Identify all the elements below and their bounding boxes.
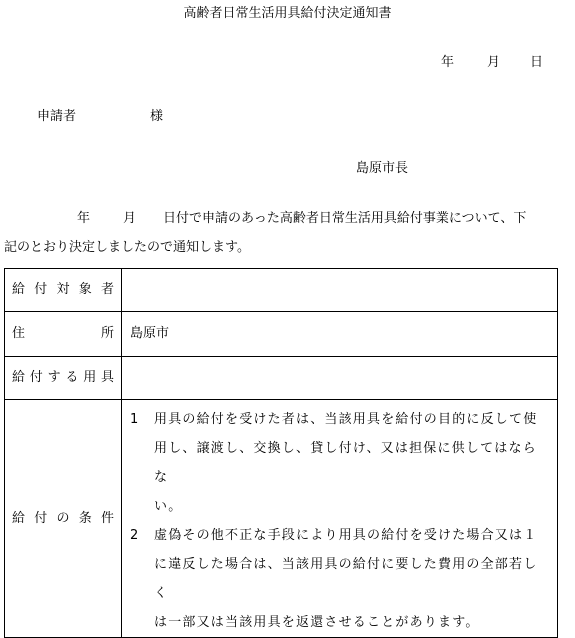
condition-number: 2 xyxy=(130,528,139,543)
condition-text: 用具の給付を受けた者は、当該用具を給付の目的に反して使 用し、譲渡し、交換し、貸し付け、又は担保に供してはならな い。 xyxy=(154,412,538,514)
body-text-line-1 xyxy=(77,211,526,227)
applicant-honorific: 様 xyxy=(150,109,164,124)
recipient-label-cell xyxy=(5,269,122,312)
condition-item xyxy=(130,405,551,521)
body-year-label: 年 xyxy=(77,211,91,226)
document-title: 高齢者日常生活用具給付決定通知書 xyxy=(183,6,392,21)
conditions-value xyxy=(122,400,558,638)
conditions-label: 給 付 の 条 件 xyxy=(12,510,114,526)
address-label: 住 所 xyxy=(12,326,114,341)
date-month-label: 月 xyxy=(487,55,501,70)
body-month-label: 月 xyxy=(123,211,137,226)
table-row-recipient xyxy=(5,269,558,312)
item-value xyxy=(122,357,558,400)
table-row-address xyxy=(5,312,558,357)
applicant-label: 申請者 xyxy=(37,109,77,124)
condition-item xyxy=(130,521,551,637)
date-year-label: 年 xyxy=(441,55,455,70)
body-text-rest: 日付で申請のあった高齢者日常生活用具給付事業について、下 xyxy=(163,211,527,226)
address-label-cell xyxy=(5,312,122,357)
decision-table xyxy=(4,268,558,638)
table-row-item xyxy=(5,357,558,400)
issuer-name: 島原市長 xyxy=(356,161,409,176)
body-text-line-2: 記のとおり決定しましたので通知します。 xyxy=(4,240,250,255)
condition-text: 虚偽その他不正な手段により用具の給付を受けた場合又は１ に違反した場合は、当該用具の給付に要した費用の全部若しく は一部又は当該用具を返還させることがあります。 xyxy=(154,528,538,630)
recipient-value xyxy=(122,269,558,312)
date-day-label: 日 xyxy=(530,55,544,70)
item-label-cell xyxy=(5,357,122,400)
conditions-label-cell xyxy=(5,400,122,638)
condition-number: 1 xyxy=(130,412,139,427)
item-label: 給 付 す る 用 具 xyxy=(12,370,114,385)
address-value: 島原市 xyxy=(122,312,558,357)
table-row-conditions xyxy=(5,400,558,638)
recipient-label: 給 付 対 象 者 xyxy=(12,282,114,297)
